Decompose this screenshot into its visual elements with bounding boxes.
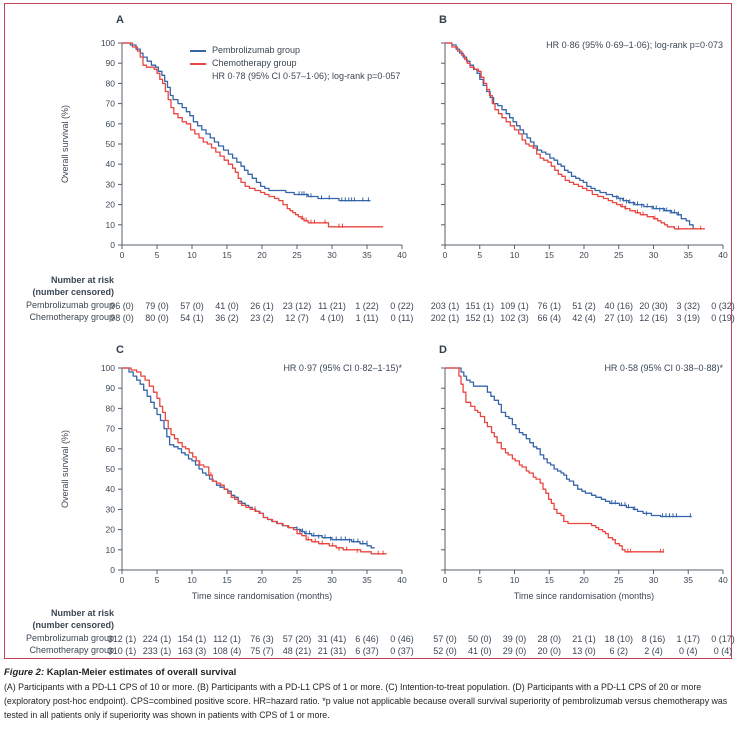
y-axis-label-a: Overall survival (%): [60, 105, 70, 184]
x-tick-label: 35: [362, 250, 372, 260]
km-curve-chemotherapy-C: [122, 368, 387, 554]
risk-cell: 12 (7): [285, 313, 309, 323]
x-tick-label: 5: [154, 575, 160, 585]
panel-letter-a: A: [116, 14, 124, 26]
legend-label-chemotherapy: Chemotherapy group: [212, 58, 297, 68]
x-tick-label: 15: [544, 250, 554, 260]
chemotherapy-line-swatch: [190, 63, 206, 65]
x-tick-label: 40: [397, 575, 407, 585]
risk-cell: 310 (1): [107, 646, 137, 656]
risk-cell: 6 (37): [355, 646, 379, 656]
hr-annotation-b: HR 0·86 (95% 0·69–1·06); log-rank p=0·073: [546, 40, 723, 50]
x-tick-label: 10: [509, 250, 520, 260]
hr-annotation-c: HR 0·97 (95% CI 0·82–1·15)*: [283, 363, 402, 373]
y-tick-label: 90: [105, 383, 115, 394]
risk-cell: 6 (46): [355, 634, 379, 644]
x-tick-label: 25: [614, 250, 624, 260]
y-tick-label: 40: [105, 159, 115, 170]
risk-cell: 6 (2): [609, 646, 629, 656]
risk-cell: 57 (20): [282, 634, 312, 644]
y-tick-label: 0: [110, 240, 115, 250]
risk-cell: 3 (32): [676, 301, 701, 311]
risk-cell: 98 (0): [110, 313, 134, 323]
risk-cell: 1 (11): [355, 313, 379, 323]
y-tick-label: 80: [105, 403, 115, 414]
y-tick-label: 10: [105, 219, 115, 230]
y-tick-label: 100: [100, 363, 115, 373]
risk-cell: 233 (1): [142, 646, 172, 656]
risk-cell: 96 (0): [110, 301, 134, 311]
risk-cell: 0 (37): [390, 646, 414, 656]
risk-table-header-top: [0, 274, 114, 298]
y-tick-label: 40: [105, 484, 115, 495]
hr-annotation-d: HR 0·58 (95% CI 0·38–0·88)*: [604, 363, 723, 373]
risk-header-line1: Number at risk: [50, 608, 114, 618]
risk-cell: 1 (17): [676, 634, 701, 644]
risk-cell: 76 (1): [537, 301, 562, 311]
x-axis-label-c: Time since randomisation (months): [191, 591, 333, 601]
risk-cell: 0 (4): [678, 646, 698, 656]
risk-cell: 79 (0): [145, 301, 169, 311]
risk-header-line1: Number at risk: [50, 275, 114, 285]
risk-cell: 80 (0): [145, 313, 169, 323]
y-tick-label: 20: [105, 199, 115, 210]
x-tick-label: 5: [154, 250, 160, 260]
panel-letter-b: B: [439, 14, 447, 26]
risk-cell: 76 (3): [250, 634, 274, 644]
x-tick-label: 0: [442, 250, 448, 260]
y-tick-label: 20: [105, 524, 115, 535]
risk-cell: 4 (10): [320, 313, 344, 323]
risk-cell: 51 (2): [572, 301, 596, 311]
km-curve-chemotherapy-D: [445, 368, 664, 552]
y-tick-label: 60: [105, 118, 115, 129]
risk-cell: 0 (32): [711, 301, 735, 311]
y-tick-label: 0: [110, 565, 115, 575]
risk-cell: 13 (0): [572, 646, 596, 656]
risk-row-label-chemotherapy-top: Chemotherapy group: [29, 312, 114, 322]
y-tick-label: 70: [105, 98, 115, 109]
km-curve-chemotherapy-B: [445, 43, 705, 229]
x-tick-label: 30: [327, 250, 337, 260]
x-tick-label: 30: [327, 575, 337, 585]
risk-cell: 21 (31): [317, 646, 347, 656]
figure-caption: [4, 666, 737, 722]
risk-cell: 8 (16): [641, 634, 666, 644]
risk-cell: 18 (10): [604, 634, 634, 644]
risk-cell: 20 (0): [537, 646, 562, 656]
risk-cell: 0 (22): [390, 301, 414, 311]
risk-cell: 23 (2): [250, 313, 274, 323]
risk-cell: 54 (1): [180, 313, 204, 323]
x-tick-label: 10: [509, 575, 520, 585]
x-tick-label: 20: [257, 250, 267, 260]
risk-cell: 31 (41): [317, 634, 347, 644]
risk-header-line2: (number censored): [32, 287, 114, 297]
km-curve-pembrolizumab-C: [122, 368, 375, 548]
x-tick-label: 5: [477, 250, 483, 260]
risk-cell: 2 (4): [644, 646, 663, 656]
risk-cell: 154 (1): [177, 634, 207, 644]
caption-title: Kaplan-Meier estimates of overall survival: [46, 667, 237, 678]
y-tick-label: 30: [105, 179, 115, 190]
risk-cell: 112 (1): [213, 634, 241, 644]
x-tick-label: 30: [648, 250, 659, 260]
risk-cell: 3 (19): [676, 313, 701, 323]
x-tick-label: 20: [579, 575, 589, 585]
risk-cell: 57 (0): [180, 301, 204, 311]
risk-cell: 109 (1): [500, 301, 529, 311]
km-curve-pembrolizumab-D: [445, 368, 692, 517]
risk-cell: 12 (16): [639, 313, 668, 323]
risk-cell: 52 (0): [433, 646, 457, 656]
x-tick-label: 25: [614, 575, 624, 585]
y-tick-label: 50: [105, 139, 115, 149]
x-tick-label: 35: [683, 250, 693, 260]
risk-cell: 57 (0): [433, 634, 457, 644]
y-tick-label: 60: [105, 443, 115, 454]
risk-cell: 29 (0): [502, 646, 527, 656]
risk-row-label-chemotherapy-bottom: Chemotherapy group: [29, 645, 114, 655]
risk-cell: 0 (11): [390, 313, 414, 323]
risk-cell: 312 (1): [107, 634, 137, 644]
hr-annotation-a: HR 0·78 (95% CI 0·57–1·06); log-rank p=0·057: [212, 71, 401, 81]
x-tick-label: 40: [718, 575, 728, 585]
pembrolizumab-line-swatch: [190, 50, 206, 52]
risk-cell: 26 (1): [250, 301, 274, 311]
risk-cell: 75 (7): [250, 646, 274, 656]
y-tick-label: 50: [105, 464, 115, 474]
x-tick-label: 5: [477, 575, 483, 585]
risk-cell: 0 (4): [713, 646, 733, 656]
legend-label-pembrolizumab: Pembrolizumab group: [212, 45, 301, 55]
caption-figure-label: Figure 2:: [4, 667, 45, 678]
legend: [190, 44, 400, 83]
risk-cell: 224 (1): [142, 634, 172, 644]
legend-item-pembrolizumab: [190, 44, 400, 57]
x-tick-label: 40: [397, 250, 407, 260]
risk-cell: 163 (3): [177, 646, 207, 656]
x-tick-label: 35: [683, 575, 693, 585]
risk-cell: 0 (46): [390, 634, 414, 644]
x-tick-label: 0: [119, 250, 125, 260]
x-tick-label: 40: [718, 250, 728, 260]
risk-cell: 152 (1): [465, 313, 495, 323]
caption-body: (A) Participants with a PD-L1 CPS of 10 or more. (B) Participants with a PD-L1 CPS of 1 or more. (C) Intention-to-treat population. (D) Participants with a PD-L1 CPS of 20 or more (exploratory post-hoc endpoint). CPS=combined positive score. HR=hazard ratio. *p value not applicable because overall survival superiority of pembrolizumab versus chemotherapy was tested in all patients only if superiority was shown in patients with CPS of 1 or more.: [4, 682, 728, 720]
x-tick-label: 35: [362, 575, 372, 585]
risk-cell: 108 (4): [212, 646, 242, 656]
risk-row-label-pembrolizumab-top: Pembrolizumab group: [25, 300, 114, 310]
panel-letter-c: C: [116, 344, 124, 356]
risk-cell: 21 (1): [572, 634, 596, 644]
risk-cell: 0 (19): [711, 313, 735, 323]
km-curve-pembrolizumab-B: [445, 43, 697, 229]
x-tick-label: 30: [648, 575, 659, 585]
risk-cell: 28 (0): [537, 634, 562, 644]
x-tick-label: 25: [292, 575, 302, 585]
x-tick-label: 20: [579, 250, 589, 260]
x-tick-label: 15: [222, 250, 232, 260]
risk-cell: 41 (0): [215, 301, 239, 311]
legend-item-chemotherapy: [190, 57, 400, 70]
y-tick-label: 100: [100, 38, 115, 48]
x-tick-label: 25: [292, 250, 302, 260]
risk-table-header-bottom: [0, 607, 114, 631]
risk-header-line2: (number censored): [32, 620, 114, 630]
risk-cell: 0 (17): [711, 634, 735, 644]
risk-cell: 102 (3): [500, 313, 529, 323]
y-tick-label: 70: [105, 423, 115, 434]
risk-row-label-pembrolizumab-bottom: Pembrolizumab group: [25, 633, 114, 643]
risk-cell: 48 (21): [282, 646, 312, 656]
y-tick-label: 90: [105, 58, 115, 69]
risk-cell: 36 (2): [215, 313, 239, 323]
x-tick-label: 0: [442, 575, 448, 585]
y-tick-label: 10: [105, 544, 115, 555]
x-tick-label: 15: [222, 575, 232, 585]
risk-cell: 23 (12): [282, 301, 312, 311]
risk-cell: 11 (21): [318, 301, 346, 311]
risk-cell: 20 (30): [639, 301, 668, 311]
risk-cell: 66 (4): [537, 313, 562, 323]
x-tick-label: 15: [544, 575, 554, 585]
x-tick-label: 10: [187, 250, 197, 260]
risk-cell: 42 (4): [572, 313, 596, 323]
y-axis-label-c: Overall survival (%): [60, 430, 70, 509]
y-tick-label: 80: [105, 78, 115, 89]
risk-cell: 202 (1): [430, 313, 460, 323]
caption-heading: [4, 666, 737, 680]
x-tick-label: 10: [187, 575, 197, 585]
risk-cell: 203 (1): [430, 301, 460, 311]
risk-cell: 27 (10): [604, 313, 634, 323]
risk-cell: 151 (1): [465, 301, 495, 311]
x-tick-label: 0: [119, 575, 125, 585]
y-tick-label: 30: [105, 504, 115, 515]
risk-cell: 41 (0): [467, 646, 492, 656]
x-axis-label-d: Time since randomisation (months): [513, 591, 655, 601]
x-tick-label: 20: [257, 575, 267, 585]
risk-cell: 50 (0): [467, 634, 492, 644]
panel-letter-d: D: [439, 344, 447, 356]
risk-cell: 40 (16): [604, 301, 634, 311]
risk-cell: 1 (22): [355, 301, 379, 311]
risk-cell: 39 (0): [502, 634, 527, 644]
